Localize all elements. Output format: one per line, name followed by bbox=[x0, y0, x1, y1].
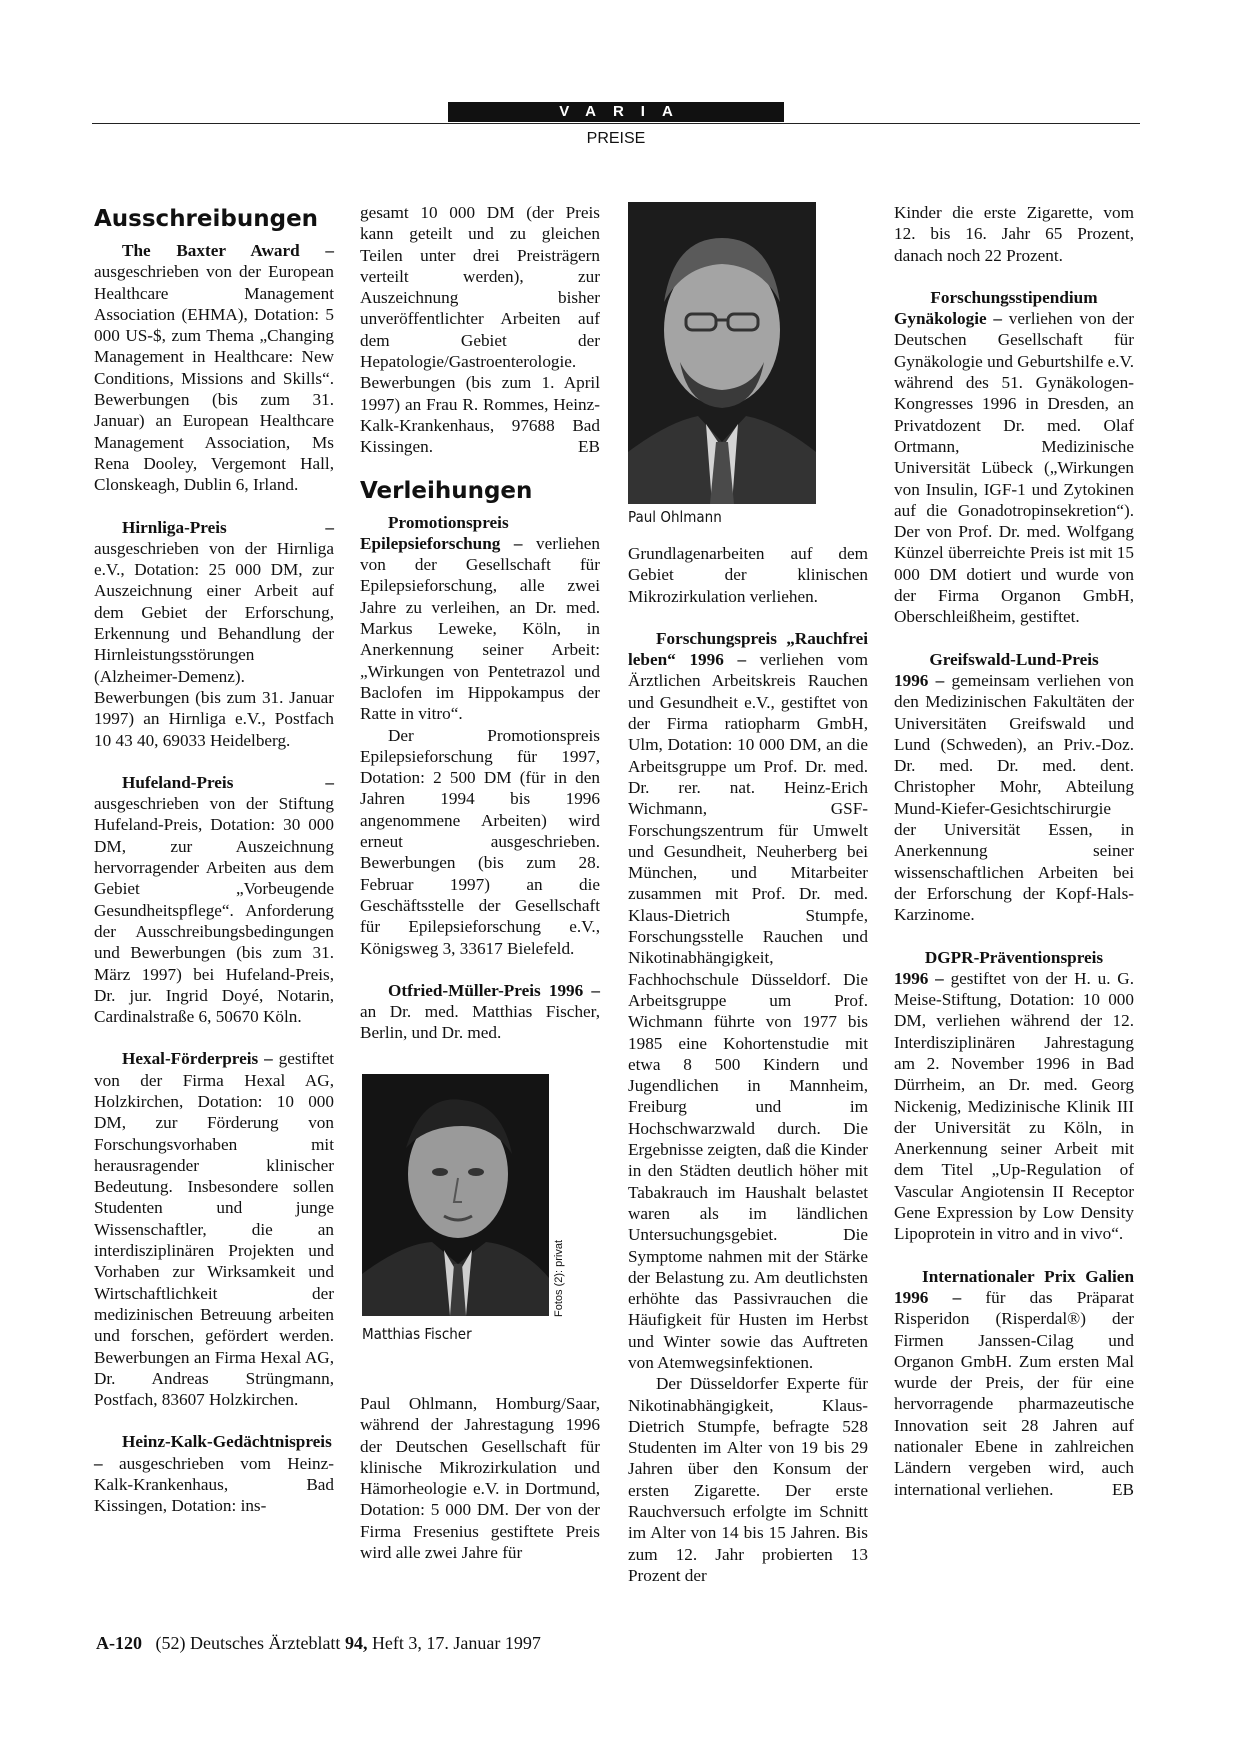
entry-hexal-foerderpreis bbox=[94, 1048, 334, 1410]
entry-text: verliehen von der Gesellschaft für Epilepsieforschung, alle zwei Jahre zu verleihen, an Dr. med. Markus Leweke, Köln, in Anerkennung seiner Arbeit: „Wirkungen von Pentetrazol und Baclofen im Hippokampus der Ratte in vitro“. bbox=[360, 533, 600, 724]
entry-forschungsstipendium bbox=[894, 308, 1134, 627]
entry-fresenius-continued bbox=[628, 543, 868, 607]
issue-prefix: (52) Deutsches Ärzteblatt bbox=[155, 1633, 345, 1653]
entry-heinz-kalk-continued bbox=[360, 202, 600, 458]
photo-caption-ohlmann: Paul Ohlmann bbox=[628, 508, 722, 526]
entry-title: Internationaler Prix Galien 1996 – bbox=[894, 1266, 1134, 1307]
entry-text: für das Präparat Risperidon (Risperdal®) der Firmen Janssen-Cilag und Organon GmbH. Zum ersten Mal wurde der Preis, der für eine hervorragende pharmazeutische Innovation seit 28 Jahren auf nationaler Ebene in zahlreichen Ländern vergeben wird, auch international verliehen. bbox=[894, 1287, 1134, 1499]
entry-dgpr-praeventionspreis bbox=[894, 968, 1134, 1245]
entry-title: DGPR-Präventionspreis bbox=[924, 947, 1104, 967]
entry-hirnliga-preis bbox=[94, 517, 334, 751]
entry-greifswald-lund bbox=[894, 670, 1134, 926]
entry-title-centered bbox=[894, 947, 1134, 968]
entry-text: verliehen von der Deutschen Gesellschaft für Gynäkologie und Geburtshilfe e.V. während des 51. Gynäkologen-Kongresses 1996 in Dresden, an Privatdozent Dr. med. Olaf Ortmann, Medizinische Universität Lübeck („Wirkungen von Insulin, IGF-1 und Zytokinen auf die Gonadotropinsekretion“). Der von Prof. Dr. med. Wolfgang Künzel überreichte Preis ist mit 15 000 DM dotiert und wurde von der Firma Organon GmbH, Oberschleißheim, gestiftet. bbox=[894, 309, 1135, 627]
entry-title: Gynäkologie – bbox=[894, 309, 1003, 329]
portrait-image bbox=[362, 1074, 549, 1316]
entry-rauchfrei-study bbox=[628, 1373, 868, 1586]
column-2-continued bbox=[360, 1393, 600, 1563]
entry-text: verliehen vom Ärztlichen Arbeitskreis Rauchen und Gesundheit e.V., gestiftet von der Firma ratiopharm GmbH, Ulm, Dotation: 10 000 DM, an die Arbeitsgruppe um Prof. Dr. med. Dr. rer. nat. Heinz-Erich Wichmann, GSF-Forschungszentrum für Umwelt und Gesundheit, Neuherberg bei München, und Mitarbeiter zusammen mit Prof. Dr. med. Klaus-Dietrich Stumpfe, Forschungsstelle Rauchen und Nikotinabhängigkeit, Fachhochschule Düsseldorf. Die Arbeitsgruppe um Prof. Wichmann führte von 1977 bis 1985 eine Kohortenstudie mit etwa 8 500 Kindern und Jugendlichen in Mannheim, Freiburg und im Hochschwarzwald durch. Die Ergebnisse zeigten, daß die Kinder in den Städten deutlich höher mit Tabakrauch im Haushalt belastet waren als im ländlichen Untersuchungsgebiet. Die Symptome nahmen mit der Stärke der Belastung zu. Am deutlichsten erhöhte das Passivrauchen die Häufigkeit für Husten im Herbst und Winter sowie das Auftreten von Atemwegsinfektionen. bbox=[628, 650, 868, 1372]
entry-title-centered bbox=[894, 287, 1134, 308]
issue-volume: 94, bbox=[344, 1633, 368, 1653]
entry-text: Kinder die erste Zigarette, vom 12. bis 16. Jahr 65 Prozent, danach noch 22 Prozent. bbox=[894, 203, 1134, 265]
entry-text: ausgeschrieben von der Hirnliga e.V., Dotation: 25 000 DM, zur Auszeichnung einer Arbeit auf dem Gebiet der Erforschung, Erkennung und Behandlung der Hirnleistungsstörungen (Alzheimer-Demenz). Bewerbungen (bis zum 31. Januar 1997) an Hirnliga e.V., Postfach 10 43 40, 69033 Heidelberg. bbox=[94, 538, 334, 750]
photo-paul-ohlmann bbox=[628, 202, 816, 504]
column-2 bbox=[360, 202, 600, 1044]
entry-title-centered bbox=[894, 649, 1134, 670]
entry-text: Paul Ohlmann, Homburg/Saar, während der Jahrestagung 1996 der Deutschen Gesellschaft für klinische Mikrozirkulation und Hämorheologie e.V. in Dortmund, Dotation: 5 000 DM. Der von der Firma Fresenius gestiftete Preis wird alle zwei Jahre für bbox=[360, 1394, 600, 1563]
photo-credit: Fotos (2): privat bbox=[553, 1239, 565, 1317]
entry-text: Der Düsseldorfer Experte für Nikotinabhängigkeit, Klaus-Dietrich Stumpfe, befragte 528 Studenten im Alter von 19 bis 29 Jahren über den Konsum der ersten Zigarette. Der erste Rauchversuch erfolgte im Schnitt im Alter von 14 bis 15 Jahren. Bis zum 12. Jahr probierten 13 Prozent der bbox=[628, 1374, 868, 1585]
entry-rauchfrei-continued bbox=[894, 202, 1134, 266]
page-number: A-120 bbox=[96, 1633, 142, 1653]
entry-title: 1996 – bbox=[894, 670, 945, 690]
entry-title: Otfried-Müller-Preis 1996 – bbox=[388, 980, 600, 1000]
author-sign: EB bbox=[1112, 1479, 1134, 1499]
portrait-image bbox=[628, 202, 816, 504]
entry-text: an Dr. med. Matthias Fischer, Berlin, und Dr. med. bbox=[360, 1002, 600, 1043]
entry-text: gestiftet von der H. u. G. Meise-Stiftung, Dotation: 10 000 DM, verliehen während der 12. Interdisziplinären Jahrestagung am 2. November 1996 in Bad Dürrheim, an Dr. med. Georg Nickenig, Medizinische Klinik III der Universität zu Köln, in Anerkennung seiner Arbeit mit dem Titel „Up-Regulation of Vascular Angiotensin II Receptor Gene Expression by Low Density Lipoprotein in vitro and in vivo“. bbox=[894, 968, 1135, 1244]
entry-title: Greifswald-Lund-Preis bbox=[929, 649, 1099, 669]
issue-suffix: Heft 3, 17. Januar 1997 bbox=[367, 1633, 541, 1653]
heading-verleihungen: Verleihungen bbox=[360, 477, 533, 504]
entry-title: Heinz-Kalk-Gedächtnispreis – bbox=[94, 1432, 332, 1473]
entry-title: 1996 – bbox=[894, 968, 944, 988]
entry-title: Promotionspreis Epilepsieforschung – bbox=[360, 512, 523, 553]
entry-title: Hufeland-Preis – bbox=[122, 772, 334, 792]
entry-title: Forschungsstipendium bbox=[930, 287, 1098, 307]
entry-baxter-award bbox=[94, 240, 334, 496]
entry-prix-galien bbox=[894, 1266, 1134, 1500]
entry-promotionspreis bbox=[360, 512, 600, 725]
photo-caption-fischer: Matthias Fischer bbox=[362, 1325, 472, 1343]
entry-title: Hirnliga-Preis – bbox=[122, 517, 334, 537]
column-1 bbox=[94, 204, 334, 1517]
entry-title: Forschungspreis „Rauchfrei leben“ 1996 – bbox=[628, 628, 868, 670]
entry-text: gemeinsam verliehen von den Medizinischen Fakultäten der Universitäten Greifswald und Lund (Schweden), an Priv.-Doz. Dr. med. Dr. med. dent. Christopher Mohr, Abteilung Mund-Kiefer-Gesichtschirurgie der Universität Essen, in Anerkennung seiner wissenschaftlichen Arbeiten bei der Erforschung der Kopf-Hals-Karzinome. bbox=[894, 670, 1135, 925]
entry-title: Hexal-Förderpreis – bbox=[122, 1049, 273, 1069]
entry-text: ausgeschrieben von der Stiftung Hufeland-Preis, Dotation: 30 000 DM, zur Auszeichnung hervorragender Arbeiten aus dem Gebiet „Vorbeugende Gesundheitspflege“. Anforderung der Ausschreibungsbedingungen und Bewerbungen (bis zum 31. März 1997) bei Hufeland-Preis, Dr. jur. Ingrid Doyé, Notarin, Cardinalstraße 6, 50670 Köln. bbox=[94, 794, 334, 1027]
section-banner: VARIA bbox=[448, 102, 784, 122]
photo-matthias-fischer bbox=[362, 1074, 549, 1316]
entry-otfried-mueller-continued bbox=[360, 1393, 600, 1563]
author-sign: EB bbox=[578, 437, 600, 457]
entry-promotionspreis-1997 bbox=[360, 725, 600, 959]
entry-text: gestiftet von der Firma Hexal AG, Holzkirchen, Dotation: 10 000 DM, zur Förderung von Forschungsvorhaben mit herausragender klinischer Bedeutung. Insbesondere sollen Studenten und junge Wissenschaftler, die an interdisziplinären Projekten und Vorhaben zur Wirksamkeit und Wirtschaftlichkeit der medizinischen Betreuung arbeiten und forschen, gefördert werden. Bewerbungen an Firma Hexal AG, Dr. Andreas Strüngmann, Postfach, 83607 Holzkirchen. bbox=[94, 1049, 334, 1410]
entry-text: gesamt 10 000 DM (der Preis kann geteilt und zu gleichen Teilen unter drei Preisträgern verteilt werden), zur Auszeichnung bisher unveröffentlichter Arbeiten auf dem Gebiet der Hepatologie/Gastroenterologie. Bewerbungen (bis zum 1. April 1997) an Frau R. Rommes, Heinz-Kalk-Krankenhaus, 97688 Bad Kissingen. bbox=[360, 203, 600, 457]
entry-rauchfrei-leben bbox=[628, 628, 868, 1373]
entry-text: Grundlagenarbeiten auf dem Gebiet der klinischen Mikrozirkulation verliehen. bbox=[628, 544, 868, 606]
column-4 bbox=[894, 202, 1134, 1500]
heading-ausschreibungen: Ausschreibungen bbox=[94, 206, 319, 232]
entry-text: Der Promotionspreis Epilepsieforschung für 1997, Dotation: 2 500 DM (für in den Jahren 1994 bis 1996 angenommene Arbeiten) wird erneut ausgeschrieben. Bewerbungen (bis zum 28. Februar 1997) an die Geschäftsstelle der Gesellschaft für Epilepsieforschung e.V., Königsweg 3, 33617 Bielefeld. bbox=[360, 725, 600, 958]
entry-heinz-kalk-preis bbox=[94, 1431, 334, 1516]
header-rule bbox=[92, 123, 1140, 124]
entry-text: ausgeschrieben vom Heinz-Kalk-Krankenhaus, Bad Kissingen, Dotation: ins- bbox=[94, 1453, 334, 1516]
entry-text: ausgeschrieben von der European Healthcare Management Association (EHMA), Dotation: 5 000 US-$, zum Thema „Changing Management in Healthcare: New Conditions, Missions and Skills“. Bewerbungen (bis zum 31. Januar) an European Healthcare Management Association, Ms Rena Dooley, Vergemont Hall, Clonskeagh, Dublin 6, Irland. bbox=[94, 262, 334, 495]
entry-title: The Baxter Award – bbox=[122, 241, 334, 260]
subsection-label: PREISE bbox=[586, 130, 646, 147]
entry-otfried-mueller-preis bbox=[360, 980, 600, 1044]
page-footer bbox=[96, 1633, 541, 1654]
entry-hufeland-preis bbox=[94, 772, 334, 1028]
column-3 bbox=[628, 543, 868, 1586]
